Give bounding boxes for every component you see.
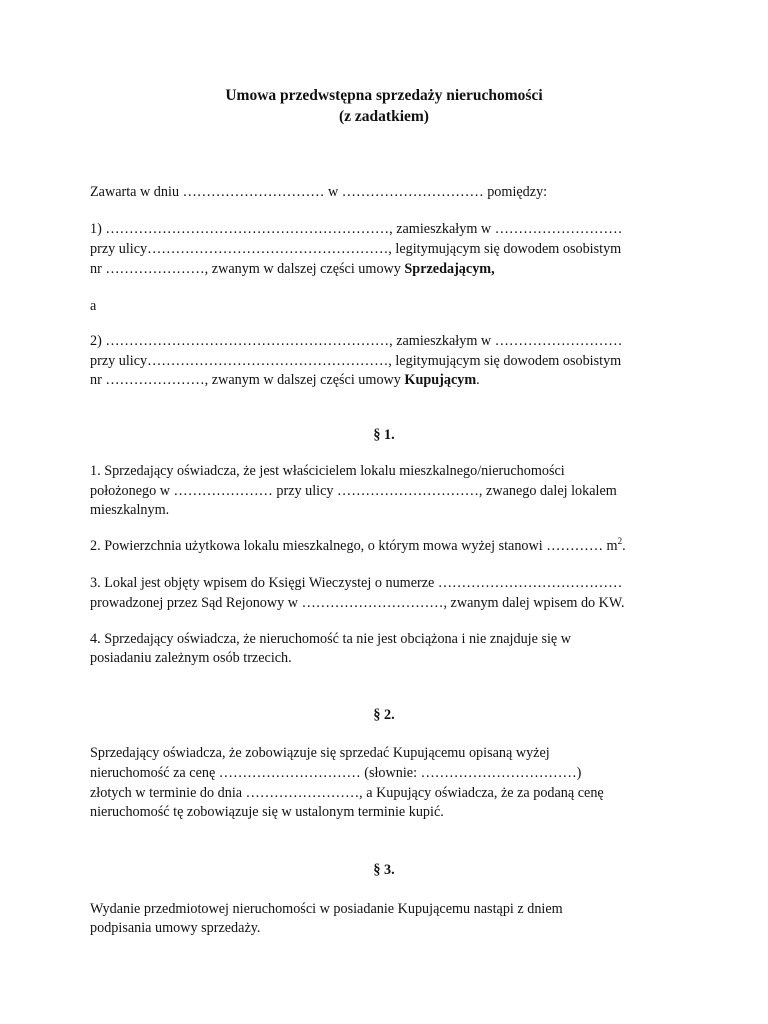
section-2-line-3: złotych w terminie do dnia ……………………, a Kupujący oświadcza, że za podaną cenę [90, 785, 604, 801]
intro-line: Zawarta w dniu ………………………… w ………………………… pomiędzy: [90, 184, 548, 200]
square-unit-superscript: 2 [617, 536, 623, 546]
section-3-line-1: Wydanie przedmiotowej nieruchomości w posiadanie Kupującemu nastąpi z dniem [90, 901, 563, 917]
party-2-line-3-text: nr …………………, zwanym w dalszej części umowy [90, 372, 405, 388]
party-2-line-1: 2) ……………………………………………………, zamieszkałym w ……………………… [90, 333, 623, 349]
section-1-p1-line-2: położonego w ………………… przy ulicy …………………………, zwanego dalej lokalem [90, 483, 617, 499]
section-1-p4-line-1: 4. Sprzedający oświadcza, że nieruchomość ta nie jest obciążona i nie znajduje się w [90, 631, 571, 647]
conjunction: a [90, 298, 97, 314]
seller-term: Sprzedającym, [404, 261, 495, 277]
section-1-heading: § 1. [373, 427, 395, 443]
section-2-line-4: nieruchomość tę zobowiązuje się w ustalonym terminie kupić. [90, 804, 444, 820]
section-1-p1-line-1: 1. Sprzedający oświadcza, że jest właścicielem lokalu mieszkalnego/nieruchomości [90, 463, 565, 479]
document-subtitle: (z zadatkiem) [339, 108, 429, 125]
party-2-line-3-end: . [476, 372, 480, 388]
buyer-term: Kupującym [404, 372, 477, 388]
document-title: Umowa przedwstępna sprzedaży nieruchomości [225, 87, 543, 104]
party-1-line-3 [90, 259, 495, 279]
section-1-p2 [90, 536, 626, 556]
section-3-heading: § 3. [373, 862, 395, 878]
section-2-heading: § 2. [373, 707, 395, 723]
party-1-line-1: 1) ……………………………………………………, zamieszkałym w ……………………… [90, 221, 623, 237]
party-1-line-3-text: nr …………………, zwanym w dalszej części umowy [90, 261, 405, 277]
party-2-line-3 [90, 370, 480, 390]
party-1-line-2: przy ulicy……………………………………………, legitymującym się dowodem osobistym [90, 241, 622, 257]
section-3-line-2: podpisania umowy sprzedaży. [90, 920, 261, 936]
section-1-p2-end: . [622, 538, 626, 554]
section-1-p3-line-1: 3. Lokal jest objęty wpisem do Księgi Wieczystej o numerze ………………………………… [90, 575, 623, 591]
party-2-line-2: przy ulicy……………………………………………, legitymującym się dowodem osobistym [90, 353, 622, 369]
section-2-line-1: Sprzedający oświadcza, że zobowiązuje się sprzedać Kupującemu opisaną wyżej [90, 745, 550, 761]
section-2-line-2: nieruchomość za cenę ………………………… (słownie: ……………………………) [90, 765, 582, 781]
section-1-p4-line-2: posiadaniu zależnym osób trzecich. [90, 650, 292, 666]
section-1-p3-line-2: prowadzonej przez Sąd Rejonowy w …………………………, zwanym dalej wpisem do KW. [90, 595, 625, 611]
section-1-p1-line-3: mieszkalnym. [90, 502, 170, 518]
section-1-p2-text: 2. Powierzchnia użytkowa lokalu mieszkalnego, o którym mowa wyżej stanowi ………… m [90, 538, 618, 554]
